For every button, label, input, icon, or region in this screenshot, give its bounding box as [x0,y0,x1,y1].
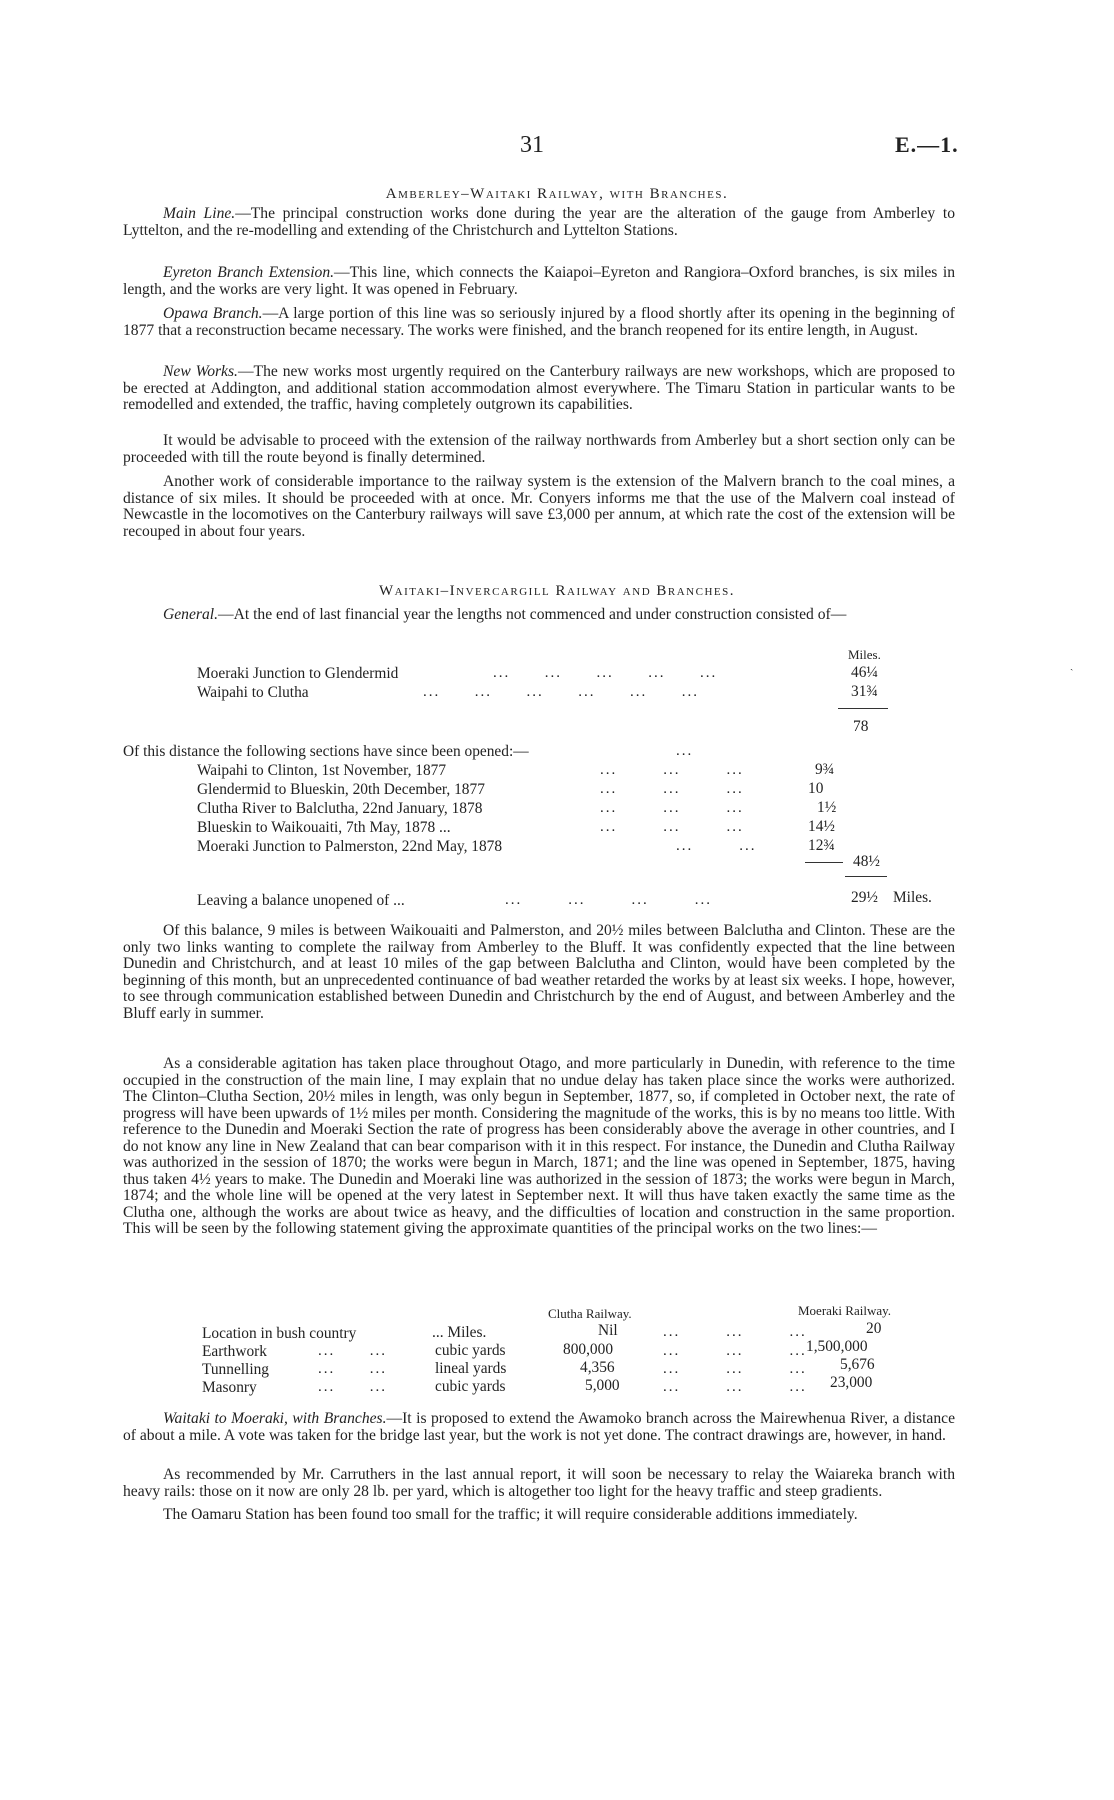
paragraph-lead: Opawa Branch. [163,305,263,322]
paragraph-text: —This line, which connects the Kaiapoi–Eyreton and Rangiora–Oxford branches, is six miles in length, and the works are very light. It was opened in February. [123,264,955,298]
leader-dots: ... ... ... ... ... ... [423,684,699,700]
paragraph-agitation: As a considerable agitation has taken place throughout Otago, and more particularly in Dunedin, with reference to the time occupied in the construction of the main line, I may explain that no undue delay has taken place since the works were authorized. The Clinton–Clutha Section, 20½ miles in length, was only begun in September, 1877, so, if completed in October next, the rate of progress will have been upwards of 1½ miles per month. Considering the magnitude of the works, this is by no means too little. With reference to the Dunedin and Moeraki Section the rate of progress has been considerably above the average in other countries, and I do not know any line in New Zealand that can bear comparison with it in this respect. For instance, the Dunedin and Clutha Railway was authorized in the session of 1870; the works were begun in March, 1871; and the line was opened in September, 1875, having thus taken 4½ years to make. The Dunedin and Moeraki line was authorized in the session of 1873; the works were begun in March, 1874; and the whole line will be opened at the very latest in September next. It will thus have taken exactly the same time as the Clutha one, although the works are about twice as heavy, and the difficulties of location and construction in the same proportion. This will be seen by the following statement giving the approximate quantities of the principal works on the two lines:— [123,1055,955,1237]
leader-dots: ... ... [318,1379,387,1395]
paragraph-opawa [123,306,955,339]
opened-row-miles: 10 [808,780,824,797]
paragraph-lead: Waitaki to Moeraki, with Branches. [163,1410,387,1427]
leader-dots: ... ... ... [663,1361,807,1377]
paragraph-text: —It is proposed to extend the Awamoko branch across the Mairewhenua River, a distance of about a mile. A vote was taken for the bridge last year, but the work is not yet done. The contract drawings are, however, in hand. [123,1410,955,1444]
opened-row-name: Moeraki Junction to Palmerston, 22nd May, 1878 [197,838,503,855]
quantity-item: Location in bush country [202,1325,357,1342]
leader-dots: ... ... [676,838,757,854]
quantity-unit: cubic yards [435,1342,506,1359]
balance-label: Leaving a balance unopened of ... [197,892,405,909]
quantity-item: Earthwork [202,1343,267,1360]
quantity-moeraki: 5,676 [840,1356,875,1373]
stray-mark: ˎ [1070,660,1074,671]
length-row-name: Waipahi to Clutha [197,684,309,701]
paragraph-oamaru: The Oamaru Station has been found too small for the traffic; it will require considerable additions immediately. [163,1506,858,1523]
opened-intro: Of this distance the following sections have since been opened:— [123,743,529,760]
leader-dots: ... ... ... [600,819,744,835]
quantity-moeraki: 1,500,000 [806,1338,868,1355]
document-reference: E.—1. [895,132,959,157]
page-number: 31 [520,132,544,158]
lengths-total: 78 [853,718,869,735]
clutha-column-header: Clutha Railway. [548,1306,632,1321]
opened-row-name: Clutha River to Balclutha, 22nd January, 1878 [197,800,483,817]
quantity-clutha: 4,356 [580,1359,615,1376]
opened-row-miles: 1½ [817,799,837,816]
paragraph-text: —At the end of last financial year the lengths not commenced and under construction consisted of— [218,606,847,623]
total-rule [838,708,888,709]
paragraph-balance: Of this balance, 9 miles is between Waikouaiti and Palmerston, and 20½ miles between Balclutha and Clinton. These are the only two links wanting to complete the railway from Amberley to the Bluff. It was confidently expected that the line between Dunedin and Christchurch, and at least 10 miles of the gap between Balclutha and Clinton, would have been completed by the beginning of this month, but an unprecedented continuance of bad weather retarded the works by at least six weeks. I hope, however, to see through communication established between Dunedin and Christchurch by the end of August, and between Amberley and the Bluff early in summer. [123,922,955,1022]
paragraph-lead: New Works. [163,363,238,380]
paragraph-text: —The new works most urgently required on the Canterbury railways are new workshops, which are proposed to be erected at Addington, and additional station accommodation almost everywhere. The Timaru Station in particular wants to be remodelled and extended, the traffic, having completely outgrown its capabilities. [123,363,955,413]
opened-row-name: Glendermid to Blueskin, 20th December, 1877 [197,781,485,798]
opened-total: 48½ [853,853,880,870]
quantity-unit: cubic yards [435,1378,506,1395]
paragraph-relay: As recommended by Mr. Carruthers in the last annual report, it will soon be necessary to relay the Waiareka branch with heavy rails: those on it now are only 28 lb. per yard, which is altogether too light for the heavy traffic and steep gradients. [123,1466,955,1500]
length-row-miles: 31¾ [851,683,878,700]
section-heading-waitaki: Waitaki–Invercargill Railway and Branches. [379,583,735,599]
page-header [0,132,1114,162]
leader-dots: ... [676,743,694,759]
leader-dots: ... ... ... [600,762,744,778]
paragraph-lead: Eyreton Branch Extension. [163,264,335,281]
opened-row-name: Waipahi to Clinton, 1st November, 1877 [197,762,447,779]
total-rule [805,862,843,863]
leader-dots: ... ... ... [600,800,744,816]
paragraph-lead: General. [163,606,218,623]
quantity-clutha: 800,000 [563,1341,614,1358]
length-row-name: Moeraki Junction to Glendermid [197,665,399,682]
quantity-unit: ... Miles. [432,1324,487,1341]
opened-row-name: Blueskin to Waikouaiti, 7th May, 1878 ... [197,819,451,836]
paragraph-waitaki-moeraki [123,1411,955,1444]
opened-row-miles: 9¾ [815,761,835,778]
paragraph-text: —The principal construction works done during the year are the alteration of the gauge from Amberley to Lyttelton, and the re-modelling and extending of the Christchurch and Lyttelton Stations. [123,205,956,239]
leader-dots: ... ... [318,1361,387,1377]
leader-dots: ... ... ... ... [505,892,712,908]
leader-dots: ... ... ... [663,1379,807,1395]
quantity-clutha: Nil [598,1322,618,1339]
quantity-unit: lineal yards [435,1360,507,1377]
opened-row-miles: 12¾ [808,837,835,854]
paragraph-eyreton [123,265,955,298]
balance-value: 29½ [851,889,878,906]
section-heading-amberley: Amberley–Waitaki Railway, with Branches. [385,186,729,202]
moeraki-column-header: Moeraki Railway. [798,1303,892,1318]
balance-unit: Miles. [893,889,932,906]
miles-column-header: Miles. [848,647,881,662]
quantity-moeraki: 20 [866,1320,882,1337]
opened-row-miles: 14½ [808,818,835,835]
paragraph-text: —A large portion of this line was so seriously injured by a flood shortly after its opening in the beginning of 1877 that a reconstruction became necessary. The works were finished, and the branch reopened for its entire length, in August. [123,305,955,339]
paragraph-main-line [123,206,955,239]
paragraph-new-works [123,364,955,414]
paragraph-general [123,607,955,624]
quantity-item: Tunnelling [202,1361,269,1378]
paragraph-lead: Main Line. [163,205,236,222]
leader-dots: ... ... [318,1343,387,1359]
leader-dots: ... ... ... [663,1324,807,1340]
length-row-miles: 46¼ [851,664,878,681]
paragraph-malvern: Another work of considerable importance to the railway system is the extension of the Malvern branch to the coal mines, a distance of six miles. It should be proceeded with at once. Mr. Conyers informs me that the use of the Malvern coal instead of Newcastle in the locomotives on the Canterbury railways will save £3,000 per annum, at which rate the cost of the extension will be recouped in about four years. [123,473,955,540]
quantity-item: Masonry [202,1379,257,1396]
quantity-clutha: 5,000 [585,1377,620,1394]
leader-dots: ... ... ... [600,781,744,797]
leader-dots: ... ... ... ... ... [493,665,718,681]
leader-dots: ... ... ... [663,1343,807,1359]
paragraph-extension-north: It would be advisable to proceed with the extension of the railway northwards from Amberley but a short section only can be proceeded with till the route beyond is finally determined. [123,432,955,466]
quantity-moeraki: 23,000 [830,1374,873,1391]
total-rule [845,876,887,877]
